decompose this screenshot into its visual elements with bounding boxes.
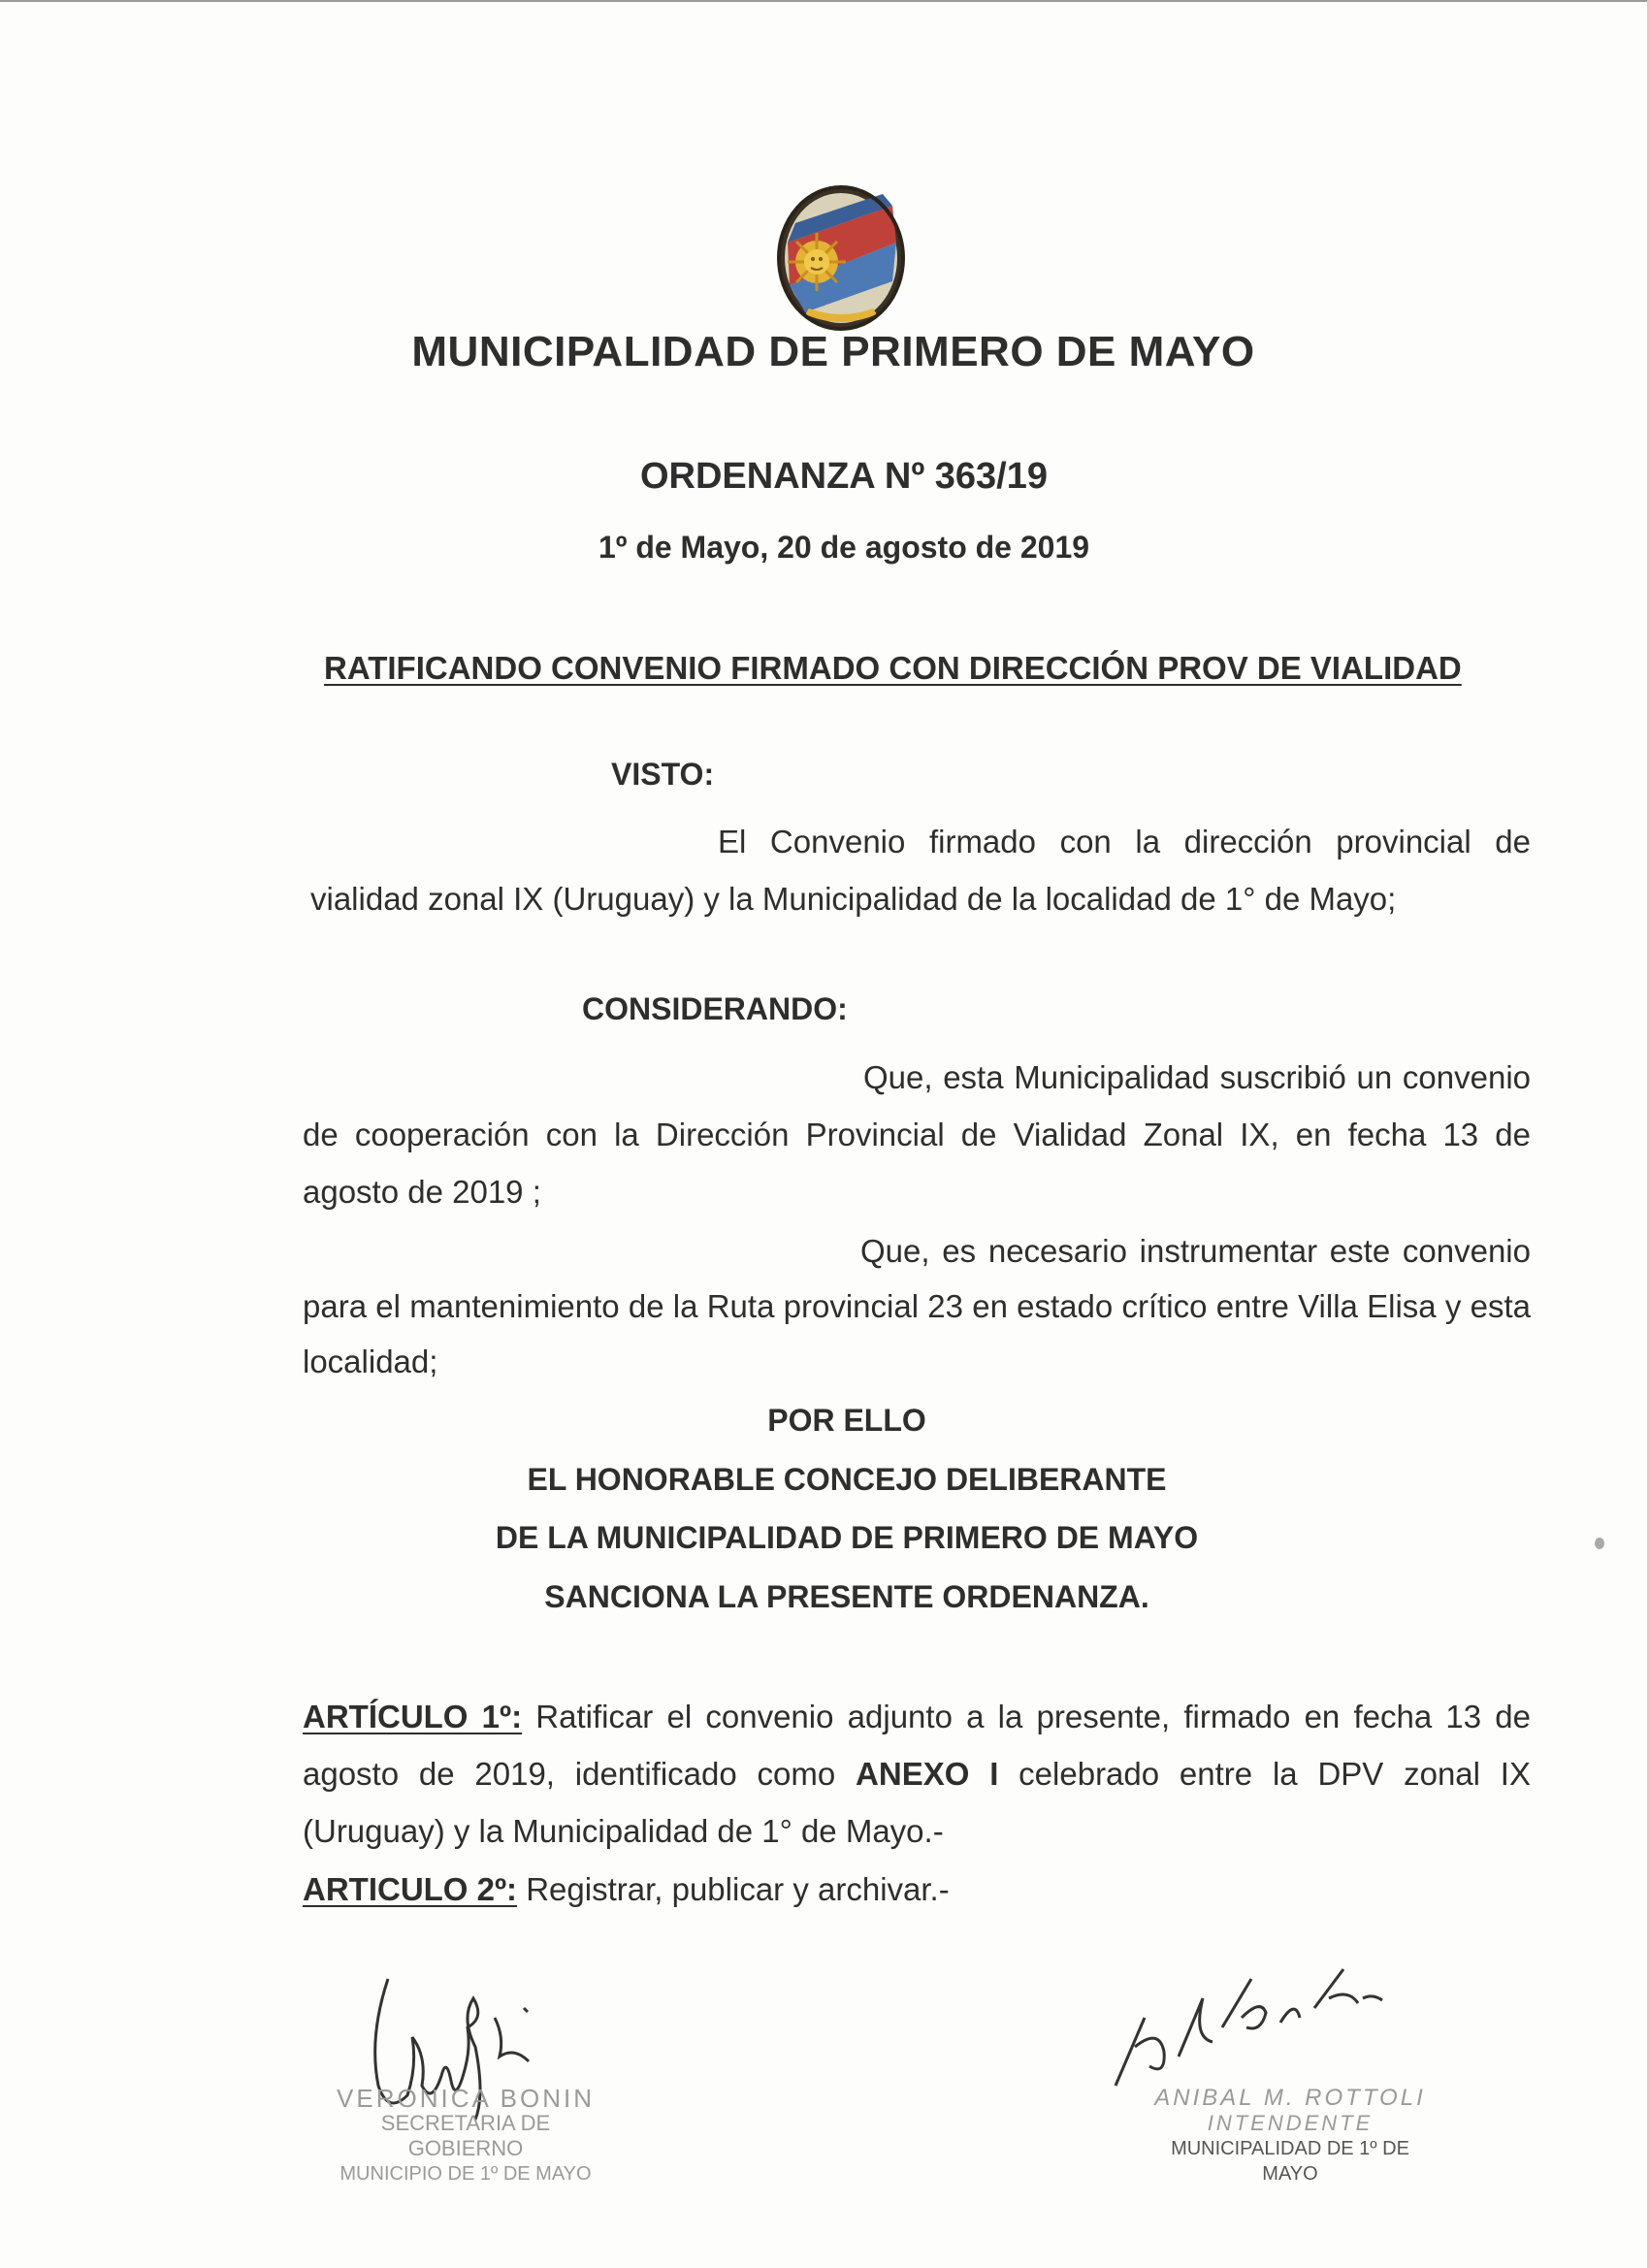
ordinance-number: ORDENANZA Nº 363/19 (639, 456, 1049, 497)
resolution-line-4: SANCIONA LA PRESENTE ORDENANZA. (544, 1579, 1149, 1614)
article-1-annex: ANEXO I (856, 1756, 999, 1792)
municipality-title: MUNICIPALIDAD DE PRIMERO DE MAYO (411, 328, 1255, 375)
article-2-label: ARTICULO 2º: (303, 1871, 518, 1907)
resolution-line-3: DE LA MUNICIPALIDAD DE PRIMERO DE MAYO (495, 1520, 1199, 1555)
considerando-heading: CONSIDERANDO: (582, 991, 848, 1026)
article-1-text: Ratificar el convenio adjunto a la presente, firmado en fecha 13 de agosto de 2019, identificado como (303, 1699, 1532, 1792)
article-2 (303, 1861, 1531, 1918)
ordinance-subject: RATIFICANDO CONVENIO FIRMADO CON DIRECCIÓN PROV DE VIALIDAD (324, 650, 1462, 686)
visto-paragraph (310, 813, 1531, 927)
article-1-text-end: celebrado entre la DPV zonal IX (Uruguay) y la Municipalidad de 1° de Mayo.- (303, 1756, 1531, 1849)
visto-text: El Convenio firmado con la dirección provincial de vialidad zonal IX (Uruguay) y la Municipalidad de la localidad de 1° de Mayo; (310, 824, 1531, 917)
article-2-text: Registrar, publicar y archivar.- (517, 1871, 950, 1907)
considerando-paragraph-1 (303, 1049, 1531, 1220)
right-signature-stamp (1145, 2086, 1436, 2187)
right-signer-org: MUNICIPALIDAD DE 1º DE MAYO (1171, 2138, 1409, 2185)
article-1 (303, 1688, 1531, 1860)
right-signer-name: ANIBAL M. ROTTOLI (1154, 2085, 1426, 2111)
right-signer-title: INTENDENTE (1207, 2111, 1374, 2135)
considerando-text-2: Que, es necesario instrumentar este convenio para el mantenimiento de la Ruta provincial 23 en estado crítico entre Villa Elisa y esta localidad; (303, 1233, 1531, 1379)
considerando-paragraph-2 (303, 1223, 1531, 1389)
left-signature-stamp (330, 2086, 601, 2187)
ordinance-date: 1º de Mayo, 20 de agosto de 2019 (598, 530, 1090, 565)
scan-top-edge (0, 0, 1649, 2)
resolution-line-1: POR ELLO (767, 1403, 926, 1438)
resolution-line-2: EL HONORABLE CONCEJO DELIBERANTE (527, 1462, 1167, 1497)
left-signer-title: SECRETARIA DE GOBIERNO (380, 2111, 551, 2160)
right-signature-image (1106, 1960, 1397, 2095)
municipal-seal-logo (776, 184, 906, 332)
left-signer-org: MUNICIPIO DE 1º DE MAYO (340, 2163, 592, 2185)
article-1-label: ARTÍCULO 1º: (303, 1699, 523, 1734)
considerando-text-1: Que, esta Municipalidad suscribió un convenio de cooperación con la Dirección Provincial de Vialidad Zonal IX, en fecha 13 de agosto de 2019 ; (303, 1059, 1531, 1210)
left-signer-name: VERONICA BONIN (337, 2084, 595, 2113)
visto-heading: VISTO: (611, 757, 715, 792)
